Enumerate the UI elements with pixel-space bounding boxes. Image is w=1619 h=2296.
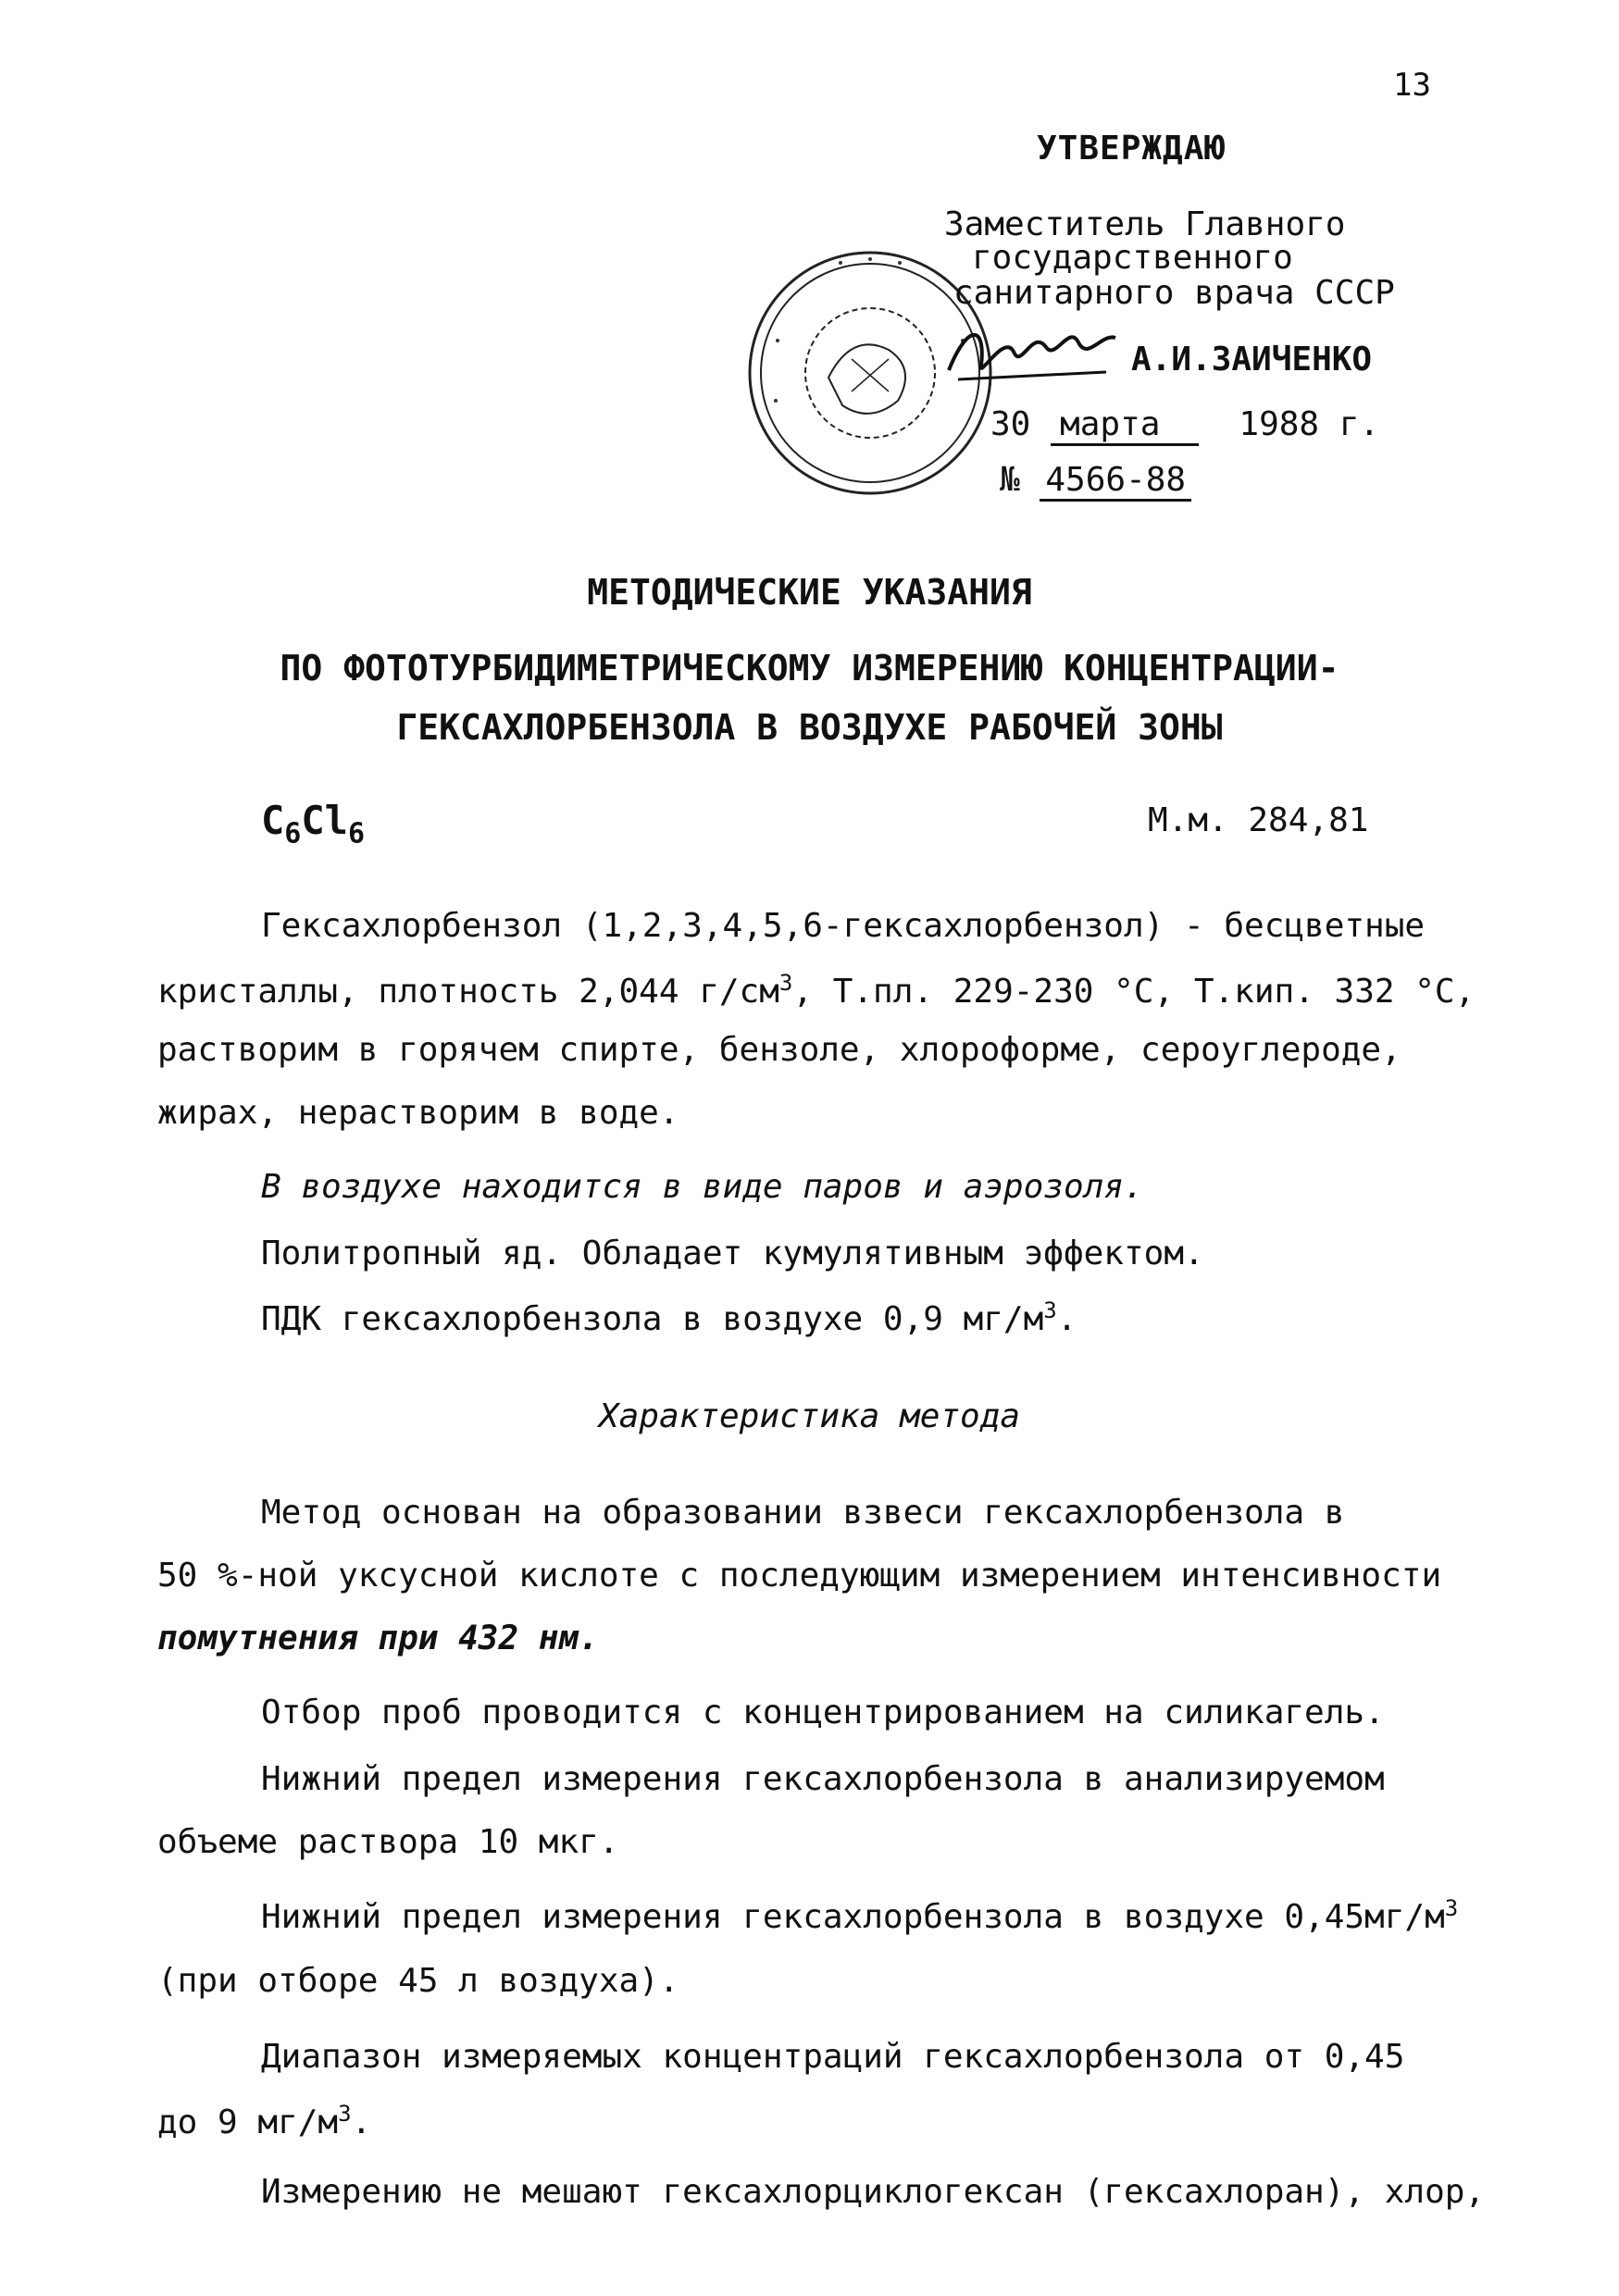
intro-line-4: жирах, нерастворим в воде. <box>157 1094 679 1132</box>
method-line-4: Отбор проб проводится с концентрированием на силикагель. <box>261 1694 1385 1731</box>
chemical-formula <box>261 798 365 850</box>
formula-cl: Cl <box>301 798 348 843</box>
approval-date-year: 1988 г. <box>1239 405 1380 443</box>
document-title-line-2: ПО ФОТОТУРБИДИМЕТРИЧЕСКОМУ ИЗМЕРЕНИЮ КОНЦЕНТРАЦИИ- <box>280 648 1339 689</box>
approval-position-line-2: государственного <box>972 239 1293 277</box>
approval-position-line-1: Заместитель Главного <box>944 205 1346 243</box>
approver-name: А.И.ЗАИЧЕНКО <box>1131 341 1373 379</box>
approval-number-value: 4566-88 <box>1040 461 1191 502</box>
document-title-line-1: МЕТОДИЧЕСКИЕ УКАЗАНИЯ <box>587 572 1032 613</box>
intro-line-3: растворим в горячем спирте, бензоле, хлороформе, сероуглероде, <box>157 1031 1401 1069</box>
approval-number <box>1000 461 1191 502</box>
formula-c: C <box>261 798 285 843</box>
intro-line-7-superscript: 3 <box>1043 1297 1057 1323</box>
approval-date-day: 30 <box>990 405 1031 443</box>
method-line-7-superscript: 3 <box>1444 1895 1459 1921</box>
signature-icon <box>940 315 1125 389</box>
method-line-11: Измерению не мешают гексахлорциклогексан (гексахлоран), хлор, <box>261 2173 1486 2211</box>
section-heading: Характеристика метода <box>598 1397 1021 1435</box>
intro-line-2-c: , Т.пл. 229-230 °С, Т.кип. 332 °С, <box>792 973 1476 1011</box>
method-line-5: Нижний предел измерения гексахлорбензола в анализируемом <box>261 1760 1385 1798</box>
approval-position-line-3: санитарного врача СССР <box>953 274 1395 312</box>
approval-number-prefix: № <box>1000 461 1020 499</box>
method-line-3: помутнения при 432 нм. <box>157 1620 599 1657</box>
method-line-10-a: до 9 мг/м <box>157 2104 339 2141</box>
method-line-7-a: Нижний предел измерения гексахлорбензола в воздухе 0,45мг/м <box>261 1898 1445 1936</box>
method-line-1: Метод основан на образовании взвеси гексахлорбензола в <box>261 1494 1345 1532</box>
intro-line-7 <box>261 1297 1077 1338</box>
method-line-8: (при отборе 45 л воздуха). <box>157 1962 679 2000</box>
intro-line-2-superscript: 3 <box>778 970 793 996</box>
approval-date-month: марта <box>1051 405 1199 446</box>
approval-title: УТВЕРЖДАЮ <box>1037 130 1227 168</box>
method-line-9: Диапазон измеряемых концентраций гексахлорбензола от 0,45 <box>261 2038 1405 2076</box>
intro-line-5: В воздухе находится в виде паров и аэрозоля. <box>261 1168 1144 1206</box>
intro-line-6: Политропный яд. Обладает кумулятивным эффектом. <box>261 1235 1204 1272</box>
method-line-2: 50 %-ной уксусной кислоте с последующим измерением интенсивности <box>157 1557 1442 1595</box>
approval-date <box>990 405 1379 446</box>
formula-c-subscript: 6 <box>284 817 302 850</box>
document-title-line-3: ГЕКСАХЛОРБЕНЗОЛА В ВОЗДУХЕ РАБОЧЕЙ ЗОНЫ <box>396 707 1223 748</box>
formula-cl-subscript: 6 <box>347 817 365 850</box>
intro-line-2 <box>157 970 1475 1011</box>
method-line-7 <box>261 1895 1458 1936</box>
method-line-10-superscript: 3 <box>338 2101 352 2127</box>
intro-line-2-a: кристаллы, плотность 2,044 г/см <box>157 973 779 1011</box>
intro-line-1: Гексахлорбензол (1,2,3,4,5,6-гексахлорбензол) - бесцветные <box>261 907 1426 945</box>
intro-line-7-c: . <box>1056 1300 1077 1338</box>
method-line-10-c: . <box>351 2104 372 2141</box>
method-line-6: объеме раствора 10 мкг. <box>157 1823 619 1861</box>
intro-line-7-a: ПДК гексахлорбензола в воздухе 0,9 мг/м <box>261 1300 1044 1338</box>
method-line-10 <box>157 2101 371 2141</box>
molecular-mass: М.м. 284,81 <box>1148 801 1369 839</box>
page-number: 13 <box>1393 67 1431 104</box>
